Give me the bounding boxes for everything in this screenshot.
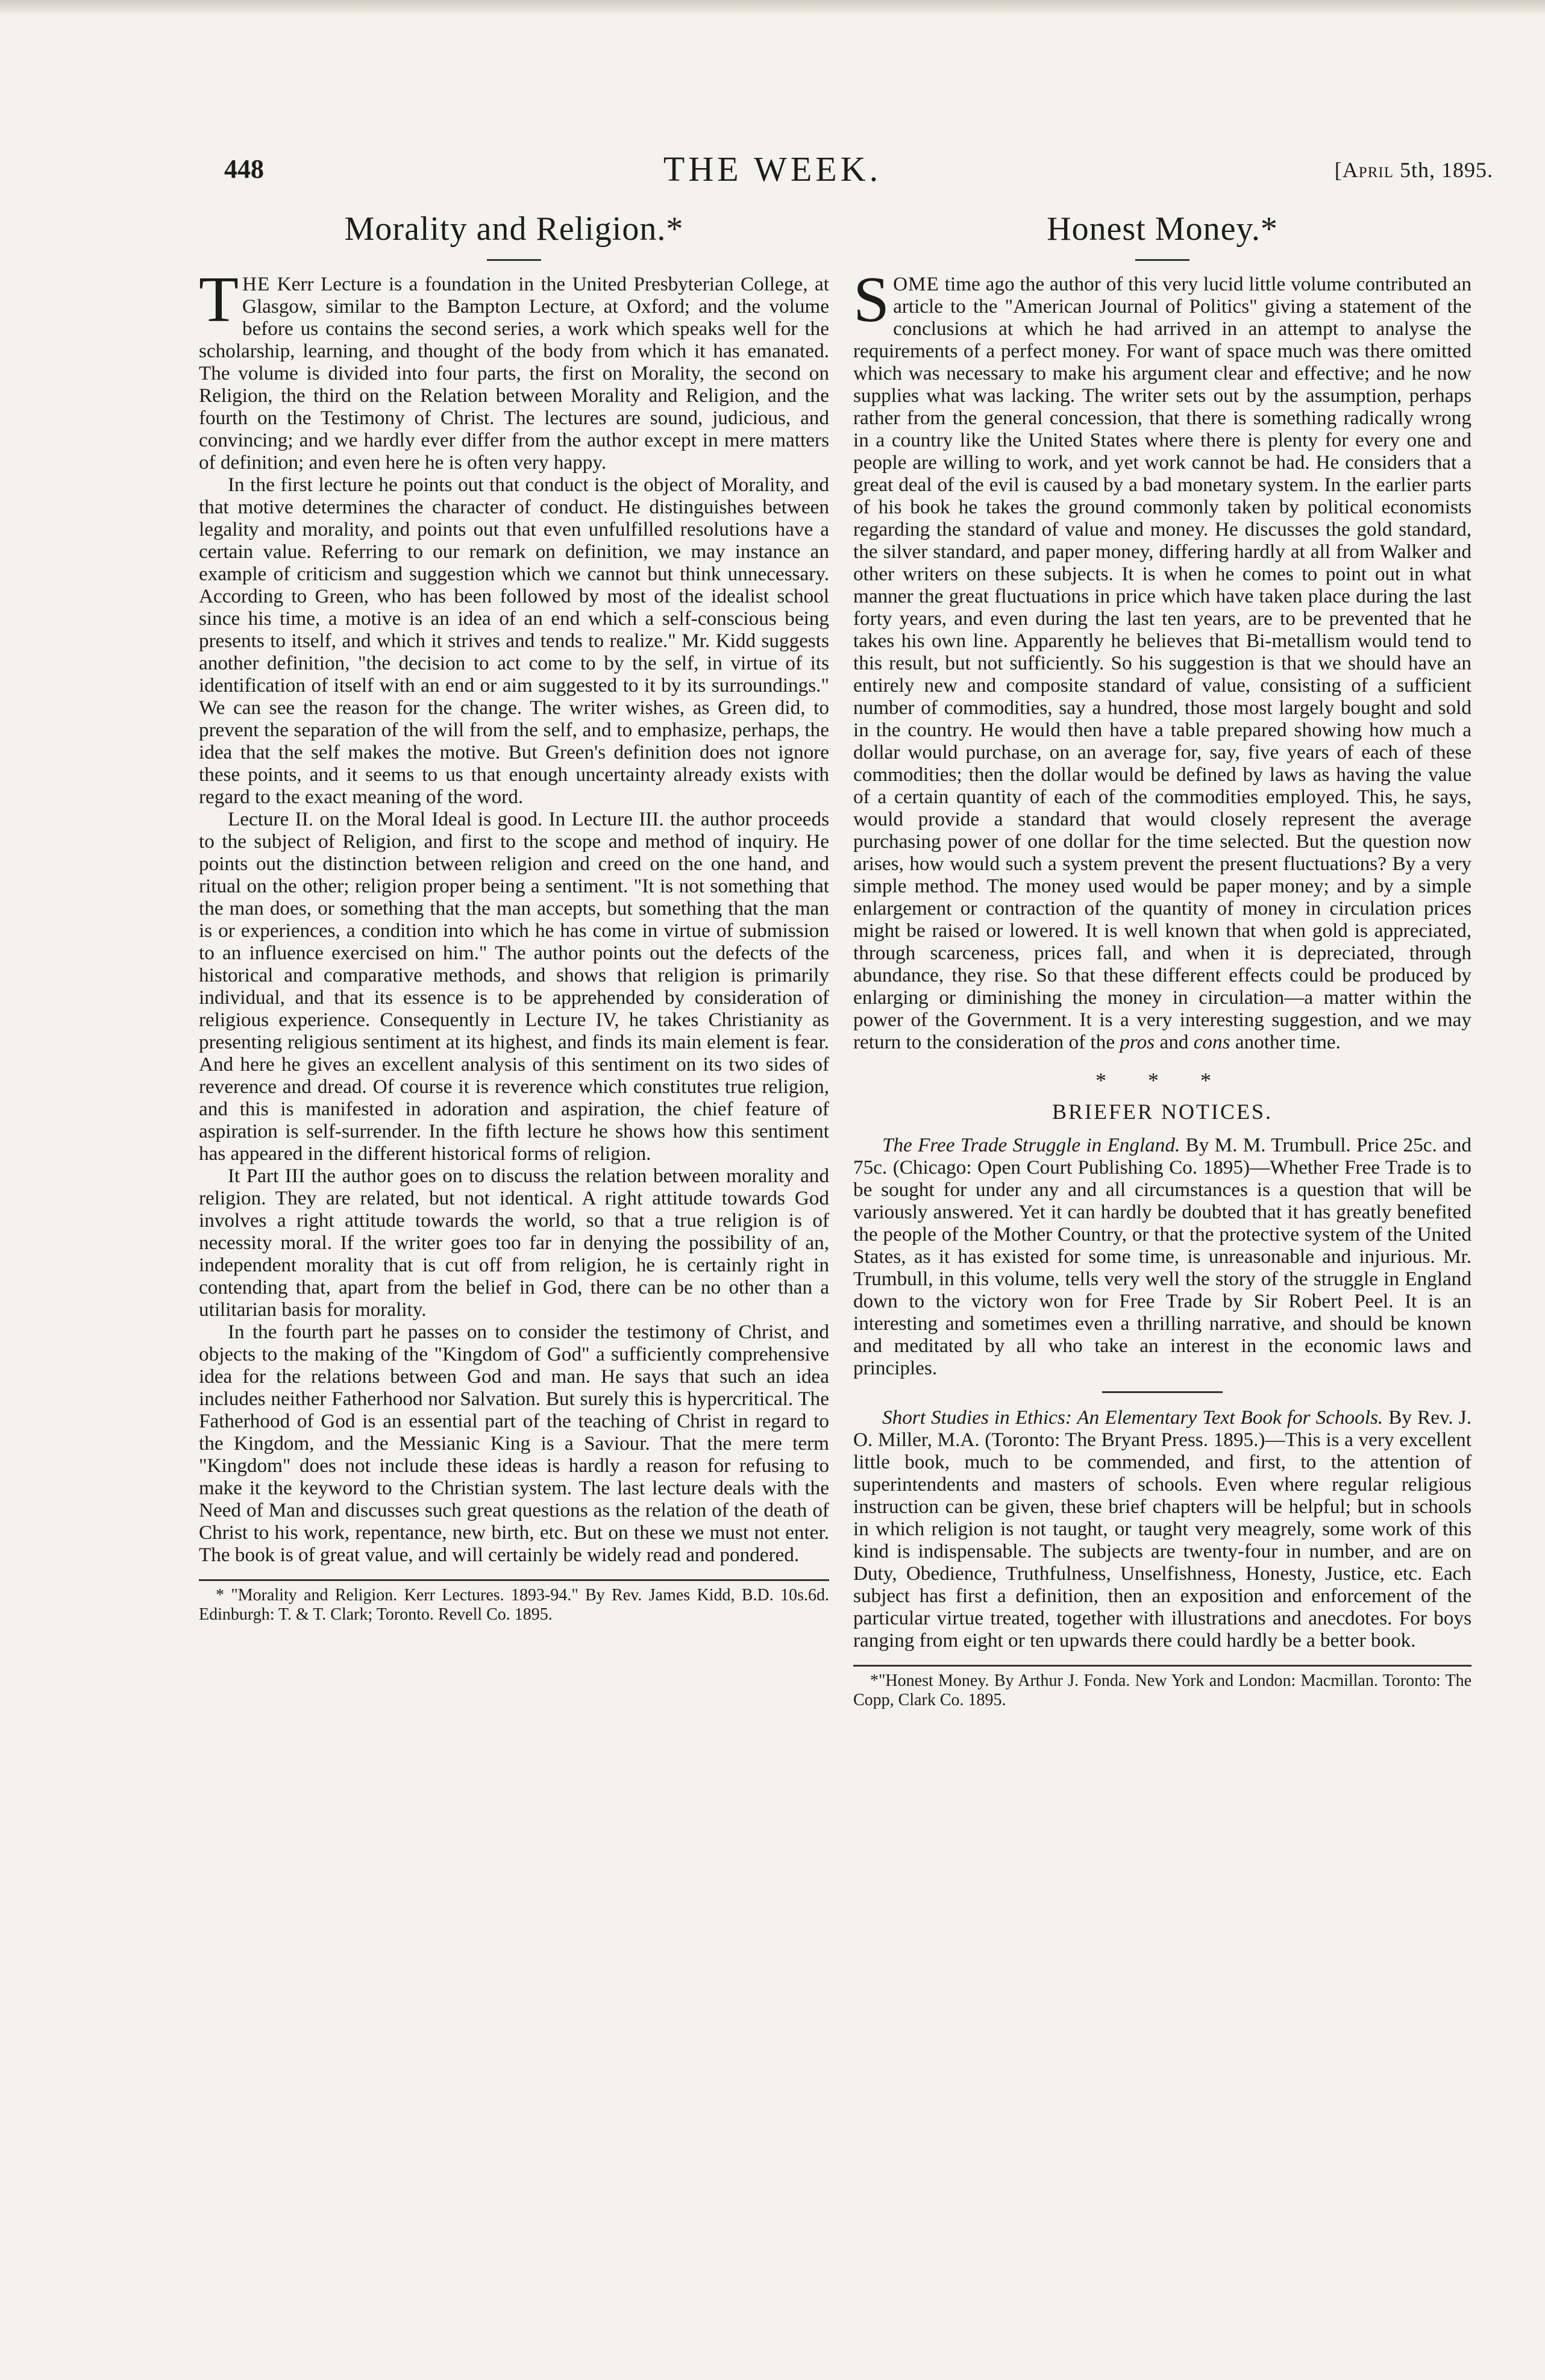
page-header bbox=[0, 149, 1545, 208]
lead-small-caps: HE bbox=[242, 272, 271, 295]
footnote-honest-money: *"Honest Money. By Arthur J. Fonda. New York and London: Macmillan. Toronto: The Copp, Clark Co. 1895. bbox=[853, 1671, 1471, 1709]
left-column bbox=[199, 211, 829, 1624]
issue-date bbox=[1335, 157, 1493, 183]
footnote-rule bbox=[853, 1665, 1471, 1667]
page-top-edge bbox=[0, 0, 1545, 16]
running-title: THE WEEK. bbox=[663, 149, 882, 189]
paragraph-text: Kerr Lecture is a foundation in the United Presbyterian College, at Glasgow, similar to the Bampton Lecture, at Oxford; and the volume before us contains the second series, a work which speaks well for the scholarship, learning, and thought of the body from which it has emanated. The volume is divided into four parts, the first on Morality, the second on Religion, the third on the Relation between Morality and Religion, and the fourth on the Testimony of Christ. The lectures are sound, judicious, and convincing; and we hardly ever differ from the author except in mere matters of definition; and even here he is often very happy. bbox=[199, 272, 829, 474]
article-paragraph bbox=[199, 263, 829, 474]
italic-pros: pros bbox=[1120, 1030, 1155, 1053]
issue-date-rest: 5th, 1895. bbox=[1393, 158, 1493, 182]
article-paragraph: In the first lecture he points out that conduct is the object of Morality, and that motive determines the character of conduct. He distinguishes between legality and morality, and points out that even unfulfilled resolutions have a certain value. Referring to our remark on definition, we may instance an example of criticism and suggestion which we cannot but think unnecessary. According to Green, who has been followed by most of the idealist school since his time, a motive is an idea of an end which a self-conscious being presents to itself, and which it strives and tends to realize." Mr. Kidd suggests another definition, "the decision to act come to by the self, in virtue of its identification of itself with an end or aim suggested to it by its surroundings." We can see the reason for the change. The writer wishes, as Green did, to prevent the separation of the will from the self, and to emphasize, perhaps, the idea that the self makes the motive. But Green's definition does not ignore these points, and it seems to us that enough uncertainty already exists with regard to the exact meaning of the word. bbox=[199, 473, 829, 808]
paragraph-text: time ago the author of this very lucid little volume contributed an article to the "American Journal of Politics" giving a statement of the conclusions at which he had arrived in an attempt to analyse the requirements of a perfect money. For want of space much was there omitted which was necessary to make his argument clear and effective; and he now supplies what was lacking. The writer sets out by the assumption, perhaps rather from the general concession, that there is something radically wrong in a country like the United States where there is plenty for every one and people are willing to work, and yet work cannot be had. He considers that a great deal of the evil is caused by a bad monetary system. In the earlier parts of his book he takes the ground commonly taken by political economists regarding the standard of value and money. He discusses the gold standard, the silver standard, and paper money, differing hardly at all from Walker and other writers on these subjects. It is when he comes to point out in what manner the great fluctuations in price which have taken place during the last forty years, and even during the last ten years, are to be prevented that he takes his own line. Apparently he believes that Bi-metallism would tend to this result, but not sufficiently. So his suggestion is that we should have an entirely new and composite standard of value, consisting of a sufficient number of commodities, say a hundred, those most largely bought and sold in the country. He would then have a table prepared showing how much a dollar would purchase, on an average for, say, five years of each of these commodities; then the dollar would be defined by laws as having the value of a certain quantity of each of the commodities employed. This, he says, would provide a standard that would closely represent the average purchasing power of one dollar for the time selected. But the question now arises, how would such a system prevent the present fluctuations? By a very simple method. The money used would be paper money; and by a simple enlargement or contraction of the quantity of money in circulation prices might be raised or lowered. It is well known that when gold is appreciated, through scarceness, prices fall, and when it is depreciated, through abundance, they rise. So that these different effects could be produced by enlarging or diminishing the money in circulation—a matter within the power of the Government. It is a very interesting suggestion, and we may return to the consideration of the bbox=[853, 272, 1471, 1053]
article-paragraph: It Part III the author goes on to discuss the relation between morality and religion. They are related, but not identical. A right attitude towards God involves a right attitude towards the world, so that a true religion is of necessity moral. If the writer goes too far in denying the possibility of an, independent morality that is cut off from religion, he is certainly right in contending that, apart from the belief in God, there can be no other than a utilitarian basis for morality. bbox=[199, 1164, 829, 1321]
notice-paragraph bbox=[853, 1134, 1471, 1379]
notice-divider bbox=[1102, 1391, 1223, 1393]
notice-text: By Rev. J. O. Miller, M.A. (Toronto: The Bryant Press. 1895.)—This is a very excellent little book, much to be commended, and first, to the attention of superintendents and masters of schools. Even where regular religious instruction can be given, these brief chapters will be helpful; but in schools in which religion is not taught, or taught very meagrely, some work of this kind is indispensable. The subjects are twenty-four in number, and are on Duty, Obedience, Truthfulness, Unselfishness, Honesty, Justice, etc. Each subject has first a definition, then an exposition and enforcement of the particular virtue treated, together with illustrations and anecdotes. For boys ranging from eight or ten upwards there could hardly be a better book. bbox=[853, 1406, 1471, 1652]
footnote-rule bbox=[199, 1579, 829, 1581]
notice-text: By M. M. Trumbull. Price 25c. and 75c. (Chicago: Open Court Publishing Co. 1895)—Whether Free Trade is to be sought for under any and all circumstances is a question that will be variously answered. Yet it can hardly be doubted that it has greatly benefited the people of the Mother Country, or that the protective system of the United States, as it has existed for some time, is unreasonable and injurious. Mr. Trumbull, in this volume, tells very well the story of the struggle in England down to the victory won for Free Trade by Sir Robert Peel. It is an interesting and sometimes even a thrilling narrative, and should be known and meditated by all who take an interest in the economic laws and principles. bbox=[853, 1133, 1471, 1379]
page-number: 448 bbox=[224, 154, 264, 184]
article-title-honest-money: Honest Money.* bbox=[1047, 210, 1278, 248]
footnote-morality: * "Morality and Religion. Kerr Lectures. 1893-94." By Rev. James Kidd, B.D. 10s.6d. Edinburgh: T. & T. Clark; Toronto. Revell Co. 1895. bbox=[199, 1585, 829, 1624]
notice-paragraph bbox=[853, 1406, 1471, 1652]
book-title: The Free Trade Struggle in England. bbox=[882, 1133, 1180, 1156]
right-column bbox=[853, 211, 1471, 1710]
italic-cons: cons bbox=[1193, 1030, 1230, 1053]
lead-small-caps: OME bbox=[893, 272, 939, 295]
drop-cap: T bbox=[199, 263, 239, 336]
book-title: Short Studies in Ethics: An Elementary Text Book for Schools. bbox=[882, 1406, 1384, 1429]
article-paragraph: Lecture II. on the Moral Ideal is good. In Lecture III. the author proceeds to the subject of Religion, and first to the scope and method of inquiry. He points out the distinction between religion and creed on the one hand, and ritual on the other; religion proper being a sentiment. "It is not something that the man does, or something that the man accepts, but something that the man is or experiences, a condition into which he has come in virtue of submission to an influence exercised on him." The author points out the defects of the historical and comparative methods, and shows that religion is primarily individual, and that its essence is to be apprehended by consideration of religious experience. Consequently in Lecture IV, he takes Christianity as presenting religious sentiment at its highest, and finds its main element is fear. And here he gives an excellent analysis of this sentiment on its two sides of reverence and dread. Of course it is reverence which constitutes true religion, and this is manifested in adoration and aspiration, the chief feature of aspiration is self-surrender. In the fifth lecture he shows how this sentiment has appeared in the different historical forms of religion. bbox=[199, 807, 829, 1165]
section-stars: * * * bbox=[1095, 1068, 1229, 1092]
title-rule bbox=[1135, 259, 1189, 261]
section-heading-briefer-notices: BRIEFER NOTICES. bbox=[1051, 1099, 1273, 1124]
issue-date-bracket: [ bbox=[1334, 158, 1343, 182]
paragraph-text: another time. bbox=[1230, 1030, 1341, 1053]
article-paragraph bbox=[853, 263, 1471, 1053]
paragraph-text: and bbox=[1155, 1030, 1194, 1053]
issue-date-month: April bbox=[1342, 158, 1394, 182]
drop-cap: S bbox=[853, 263, 890, 336]
article-title-morality: Morality and Religion.* bbox=[344, 210, 684, 248]
title-rule bbox=[487, 259, 541, 261]
article-paragraph: In the fourth part he passes on to consider the testimony of Christ, and objects to the making of the "Kingdom of God" a sufficiently comprehensive idea for the relations between God and man. He says that such an idea includes neither Fatherhood nor Salvation. But surely this is hypercritical. The Fatherhood of God is an essential part of the teaching of Christ in regard to the Kingdom, and the Messianic King is a Saviour. That the mere term "Kingdom" does not include these ideas is hardly a reason for refusing to make it the keyword to the Christian system. The last lecture deals with the Need of Man and discusses such great questions as the relation of the death of Christ to his work, repentance, new birth, etc. But on these we must not enter. The book is of great value, and will certainly be widely read and pondered. bbox=[199, 1320, 829, 1566]
